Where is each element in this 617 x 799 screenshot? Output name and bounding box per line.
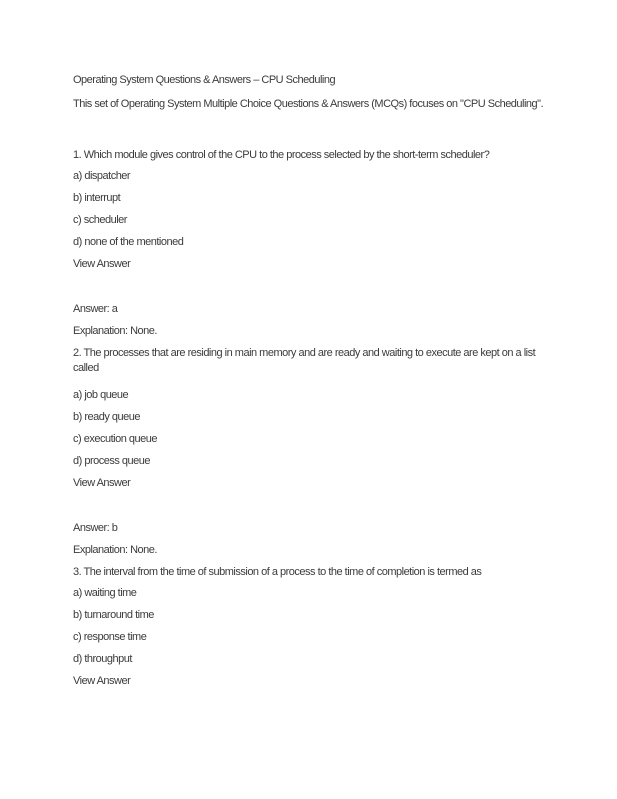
option-d: d) throughput <box>73 653 132 665</box>
view-answer-text: View Answer <box>73 477 131 489</box>
explanation-text: Explanation: None. <box>73 325 157 337</box>
option-c: c) response time <box>73 631 147 643</box>
page-title: Operating System Questions & Answers – CPU Scheduling <box>73 74 336 86</box>
option-a: a) waiting time <box>73 587 137 599</box>
intro-text: This set of Operating System Multiple Choice Questions & Answers (MCQs) focuses on "CPU Scheduling". <box>73 98 544 110</box>
option-b: b) interrupt <box>73 192 121 204</box>
option-c: c) execution queue <box>73 433 157 445</box>
option-b: b) turnaround time <box>73 609 154 621</box>
question-block-1 <box>73 148 551 339</box>
answer-text: Answer: b <box>73 522 118 534</box>
document-content <box>73 73 551 696</box>
question-text: 3. The interval from the time of submission of a process to the time of completion is termed as <box>73 566 482 578</box>
option-d: d) none of the mentioned <box>73 236 184 248</box>
question-block-3 <box>73 565 551 689</box>
option-b: b) ready queue <box>73 411 140 423</box>
question-block-2 <box>73 346 551 558</box>
question-text: 1. Which module gives control of the CPU to the process selected by the short-term scheduler? <box>73 149 490 161</box>
explanation-text: Explanation: None. <box>73 544 157 556</box>
option-a: a) dispatcher <box>73 170 131 182</box>
question-text: 2. The processes that are residing in main memory and are ready and waiting to execute are kept on a list called <box>73 347 536 374</box>
option-a: a) job queue <box>73 389 129 401</box>
option-d: d) process queue <box>73 455 150 467</box>
view-answer-text: View Answer <box>73 258 131 270</box>
option-c: c) scheduler <box>73 214 127 226</box>
view-answer-text: View Answer <box>73 675 131 687</box>
answer-text: Answer: a <box>73 303 118 315</box>
